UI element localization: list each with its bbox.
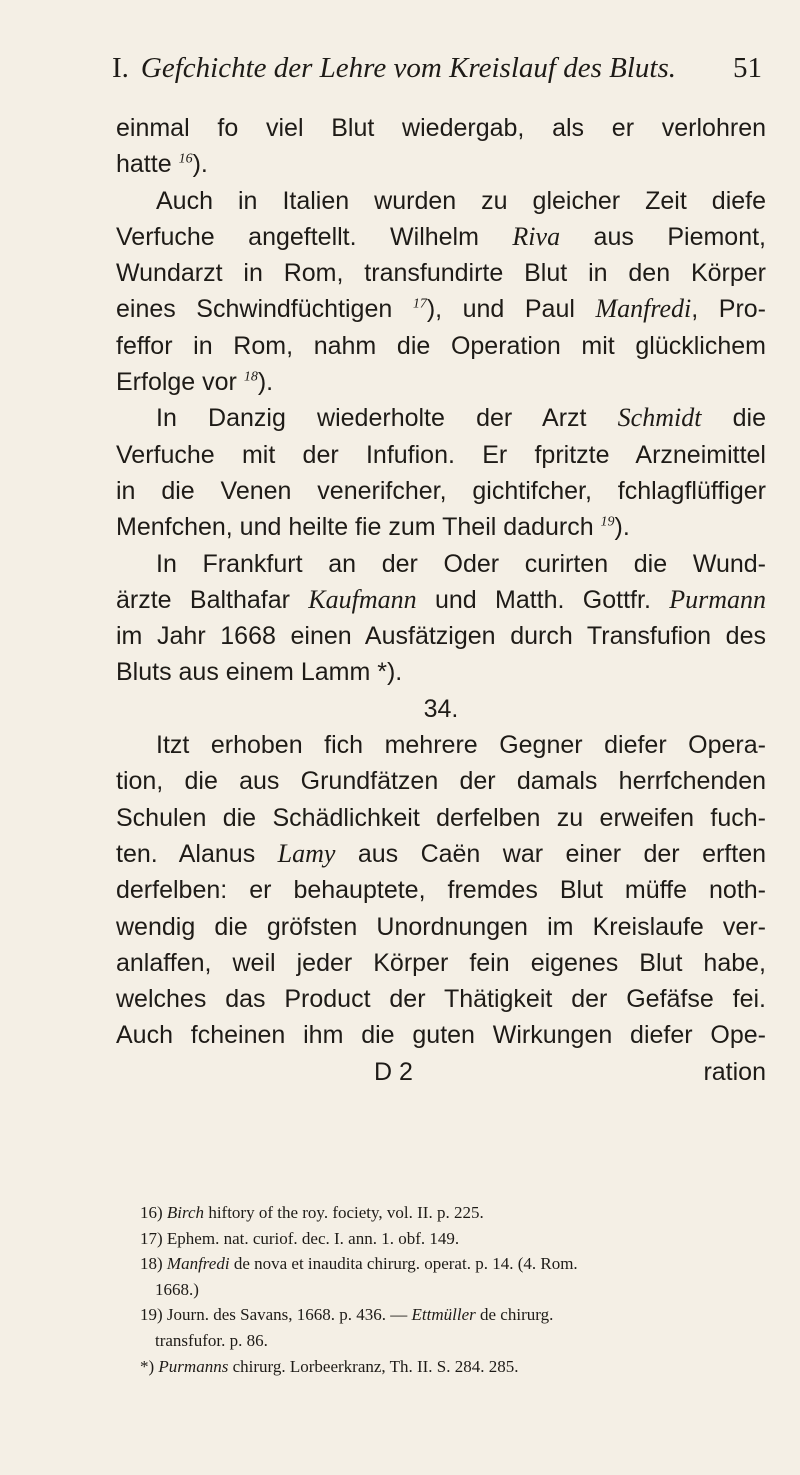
footnote-number: *)	[140, 1356, 155, 1376]
person-name: Manfredi	[595, 294, 692, 324]
text-line: Verfuche mit der Infufion. Er fpritzte Arzneimittel	[116, 440, 766, 469]
text-segment: aus Piemont,	[560, 222, 766, 251]
footnote-text: Journ. des Savans, 1668. p. 436. —	[162, 1305, 412, 1325]
text-line: Bluts aus einem Lamm *).	[116, 658, 403, 687]
text-segment: die	[701, 404, 766, 433]
footnote-author: Purmanns	[158, 1356, 229, 1376]
footnotes	[140, 1200, 766, 1379]
text-segment: ).	[192, 150, 208, 179]
text-segment: hatte	[116, 150, 179, 179]
section-number: 34.	[423, 694, 459, 723]
text-line: Wundarzt in Rom, transfundirte Blut in den Körper	[116, 259, 766, 288]
text-line	[116, 291, 766, 327]
text-segment: ten. Alanus	[116, 839, 278, 868]
footnote-17	[140, 1226, 766, 1252]
page-number: 51	[733, 52, 762, 84]
signature-mark: D 2	[374, 1057, 413, 1086]
text-segment: ärzte Balthafar	[116, 585, 309, 614]
text-segment: und Matth. Gottfr.	[416, 585, 670, 614]
text-line: Auch in Italien wurden zu gleicher Zeit diefe	[156, 186, 766, 215]
footnote-number: 16)	[140, 1203, 163, 1222]
page-header	[112, 52, 762, 96]
text-line: In Frankfurt an der Oder curirten die Wund-	[156, 549, 766, 578]
text-segment: Verfuche angeftellt. Wilhelm	[116, 222, 513, 251]
running-head	[112, 52, 676, 85]
body-text	[116, 110, 766, 1090]
text-segment: ).	[614, 513, 630, 542]
person-name: Purmann	[669, 584, 766, 614]
catchword: ration	[703, 1057, 766, 1086]
text-segment: ).	[257, 368, 274, 397]
footnote-author: Birch	[166, 1203, 205, 1222]
text-segment: , Pro-	[691, 295, 766, 324]
person-name: Lamy	[277, 838, 336, 868]
text-line: wendig die gröfsten Unordnungen im Kreislaufe ver-	[116, 912, 766, 941]
footnote-ref: 17	[412, 297, 427, 313]
text-line	[116, 364, 766, 400]
text-segment: Erfolge vor	[116, 368, 244, 397]
footnote-text: hiftory of the roy. fociety, vol. II. p. 225.	[204, 1203, 484, 1222]
footnote-number: 19)	[140, 1305, 163, 1325]
person-name: Schmidt	[617, 403, 702, 433]
text-line: feffor in Rom, nahm die Operation mit glücklichem	[116, 331, 766, 360]
text-segment: aus Caën war einer der erften	[335, 839, 766, 868]
footnote-18	[140, 1251, 766, 1277]
footnote-number: 18)	[140, 1254, 163, 1274]
text-line	[116, 836, 766, 872]
footnote-19	[140, 1302, 766, 1328]
footnote-text: de nova et inaudita chirurg. operat. p. 14. (4. Rom.	[229, 1254, 578, 1274]
footnote-ref: 16	[178, 151, 193, 167]
chapter-number: I.	[112, 52, 129, 84]
footnote-16	[140, 1200, 766, 1226]
text-line: tion, die aus Grundfätzen der damals herrfchenden	[116, 767, 766, 796]
text-line: derfelben: er behauptete, fremdes Blut müffe noth-	[116, 876, 766, 905]
text-line: einmal fo viel Blut wiedergab, als er verlohren	[116, 114, 766, 142]
text-line	[116, 582, 766, 618]
text-segment: Menfchen, und heilte fie zum Theil dadurch	[116, 513, 601, 542]
footnote-text: chirurg. Lorbeerkranz, Th. II. S. 284. 285.	[228, 1356, 519, 1376]
text-line	[116, 146, 766, 182]
text-line	[116, 219, 766, 255]
text-line: Schulen die Schädlichkeit derfelben zu erweifen fuch-	[116, 803, 766, 832]
running-title: Gefchichte der Lehre vom Kreislauf des Bluts.	[140, 52, 676, 84]
footnote-star	[140, 1354, 766, 1380]
person-name: Kaufmann	[308, 584, 417, 614]
text-segment: In Danzig wiederholte der Arzt	[156, 404, 618, 433]
footnote-18-cont: 1668.)	[155, 1279, 199, 1299]
footnote-text: de chirurg.	[475, 1305, 554, 1325]
text-line	[116, 400, 766, 436]
person-name: Riva	[512, 221, 561, 251]
text-segment: ), und Paul	[426, 295, 596, 324]
footnote-text: Ephem. nat. curiof. dec. I. ann. 1. obf. 149.	[162, 1228, 460, 1248]
text-line: in die Venen venerifcher, gichtifcher, fchlagflüffiger	[116, 476, 766, 505]
footnote-number: 17)	[140, 1228, 163, 1248]
text-line	[116, 509, 766, 545]
footnote-author: Ettmüller	[411, 1305, 476, 1325]
text-line: im Jahr 1668 einen Ausfätzigen durch Transfufion des	[116, 622, 766, 651]
footnote-author: Manfredi	[166, 1254, 230, 1274]
text-line: Auch fcheinen ihm die guten Wirkungen diefer Ope-	[116, 1021, 766, 1050]
signature-line	[116, 1054, 766, 1090]
text-line: Itzt erhoben fich mehrere Gegner diefer Opera-	[156, 731, 766, 760]
text-line: anlaffen, weil jeder Körper fein eigenes Blut habe,	[116, 948, 766, 977]
text-line: welches das Product der Thätigkeit der Gefäfse fei.	[116, 985, 766, 1014]
footnote-19-cont: transfufor. p. 86.	[155, 1330, 268, 1350]
footnote-ref: 18	[243, 369, 258, 385]
footnote-ref: 19	[600, 514, 615, 530]
text-segment: eines Schwindfüchtigen	[116, 295, 413, 324]
